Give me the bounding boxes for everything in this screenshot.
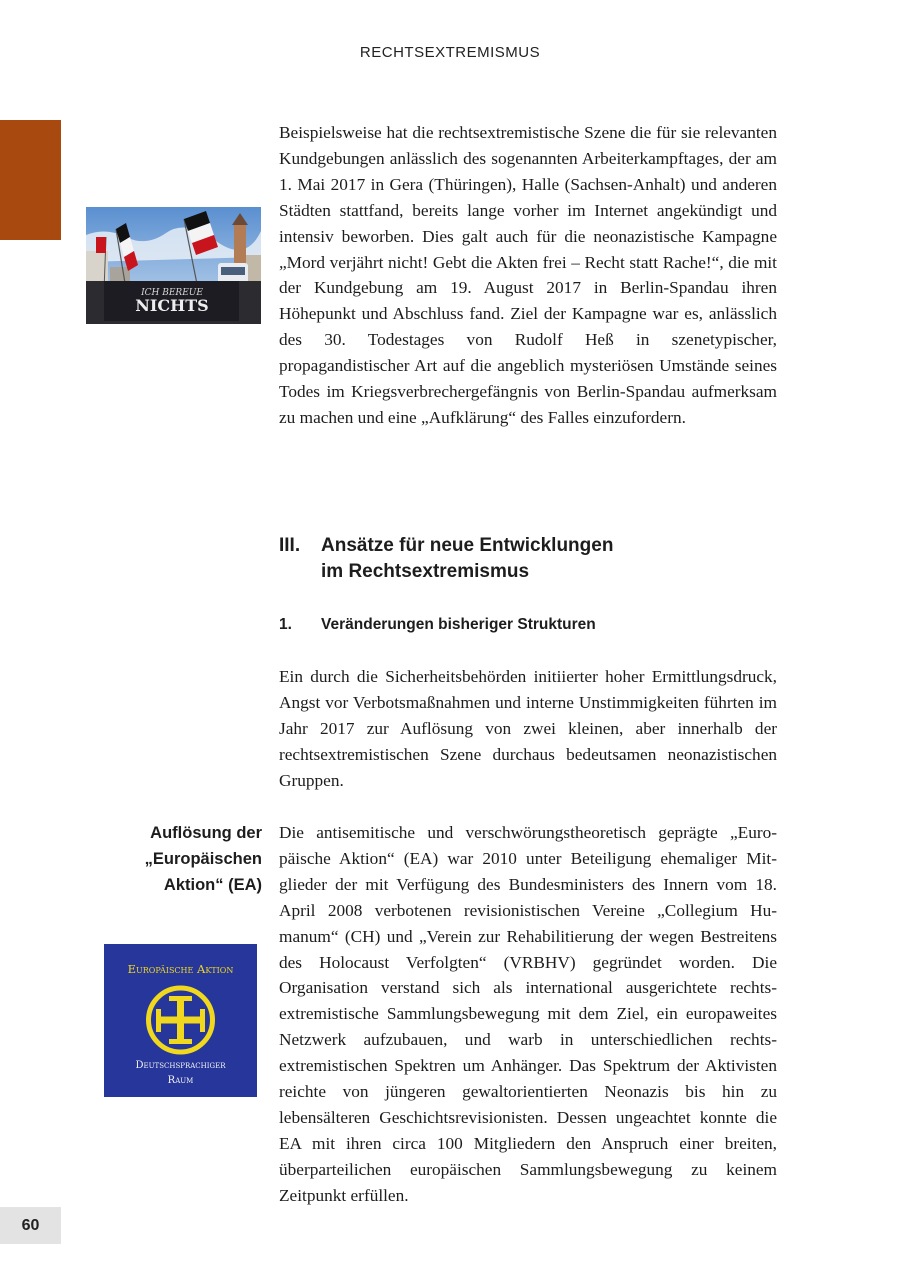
europaeische-aktion-logo [104,944,257,1097]
demonstration-photo-graphic [86,207,261,324]
paragraph-campaigns: Beispielsweise hat die rechtsextremistische Szene die für sie relevanten Kundgebungen anlässlich des sogenannten Arbeiterkampftages, der am 1. Mai 2017 in Gera (Thüringen), Halle (Sachsen-Anhalt) und anderen Städten stattfand, bereits lange vorher im Internet angekündigt und intensiv beworben. Dies galt auch für die neonazistische Kampagne „Mord verjährt nicht! Gebt die Akten frei – Recht statt Rache!“, die mit der Kundgebung am 19. August 2017 in Berlin-Spandau ihren Höhepunkt und Abschluss fand. Ziel der Kampagne war es, anlässlich des 30. Todestages von Rudolf Heß in szenetypischer, propagandistischer Art auf die angeblich mysteriösen Umstände seines Todes im Kriegsverbrechergefängnis von Berlin-Spandau aufmerksam zu machen und eine „Aufklärung“ des Falles einzufordern. [279,123,777,427]
section-title [321,533,613,585]
chapter-tab-marker [0,120,61,240]
section-title-line2: im Rechtsextremismus [321,561,530,582]
subsection-title: Veränderungen bisheriger Strukturen [321,616,596,633]
page-number: 60 [0,1207,61,1244]
ea-logo-subtitle-line1: Deutschsprachiger [135,1060,226,1071]
banner-text-line1: ICH BEREUE [141,288,203,298]
running-header: RECHTSEXTREMISMUS [359,44,541,61]
paragraph-dissolution-intro: Ein durch die Sicherheitsbehörden initiierter hoher Ermittlungsdruck, Angst vor Verbotsmaßnahmen und interne Unstimmigkeiten führten im Jahr 2017 zur Auflösung von zwei kleinen, aber innerhalb der rechtsextremistischen Szene durchaus bedeutsamen neonazistischen Gruppen. [279,667,777,790]
margin-note-line3: Aktion“ (EA) [163,876,262,894]
ea-logo-subtitle-line2: Raum [167,1075,194,1086]
ea-logo-graphic [104,944,257,1097]
ea-logo-title: Europäische Aktion [127,962,234,976]
margin-note-line2: „Europäischen [144,850,262,868]
margin-note-line1: Auflösung der [150,824,262,842]
margin-note [100,820,262,898]
subsection-heading [279,614,777,636]
subsection-number: 1. [279,616,292,633]
section-number: III. [279,535,301,556]
section-heading [279,533,777,585]
section-title-line1: Ansätze für neue Entwicklungen [321,535,614,556]
demonstration-photo [86,207,261,324]
paragraph-europaeische-aktion: Die antisemitische und verschwörungstheoretisch geprägte „Europäische Aktion“ (EA) war 2010 unter Beteiligung ehemaliger Mitglieder der mit Verfügung des Bundesministers des Innern vom 18. April 2008 verbotenen revisionistischen Vereine „Collegium Humanum“ (CH) und „Verein zur Rehabilitierung der wegen Bestreitens des Holocaust Verfolgten“ (VRBHV) gegründet worden. Die Organisation verstand sich als international ausgerichtete rechtsextremistische Sammlungsbewegung mit dem Ziel, ein europaweites Netzwerk aufzubauen, und warb in unterschiedlichen rechtsextremistischen Spektren um Anhänger. Das Spektrum der Aktivisten reichte von jüngeren gewaltorientierten Neonazis bis hin zu lebensälteren Geschichtsrevisionisten. Dessen ungeachtet konnte die EA mit ihren circa 100 Mitgliedern den Anspruch einer breiten, überparteilichen europäischen Sammlungsbewegung zu keinem Zeitpunkt erfüllen. [279,823,777,1205]
banner-text-line2: NICHTS [135,296,209,315]
